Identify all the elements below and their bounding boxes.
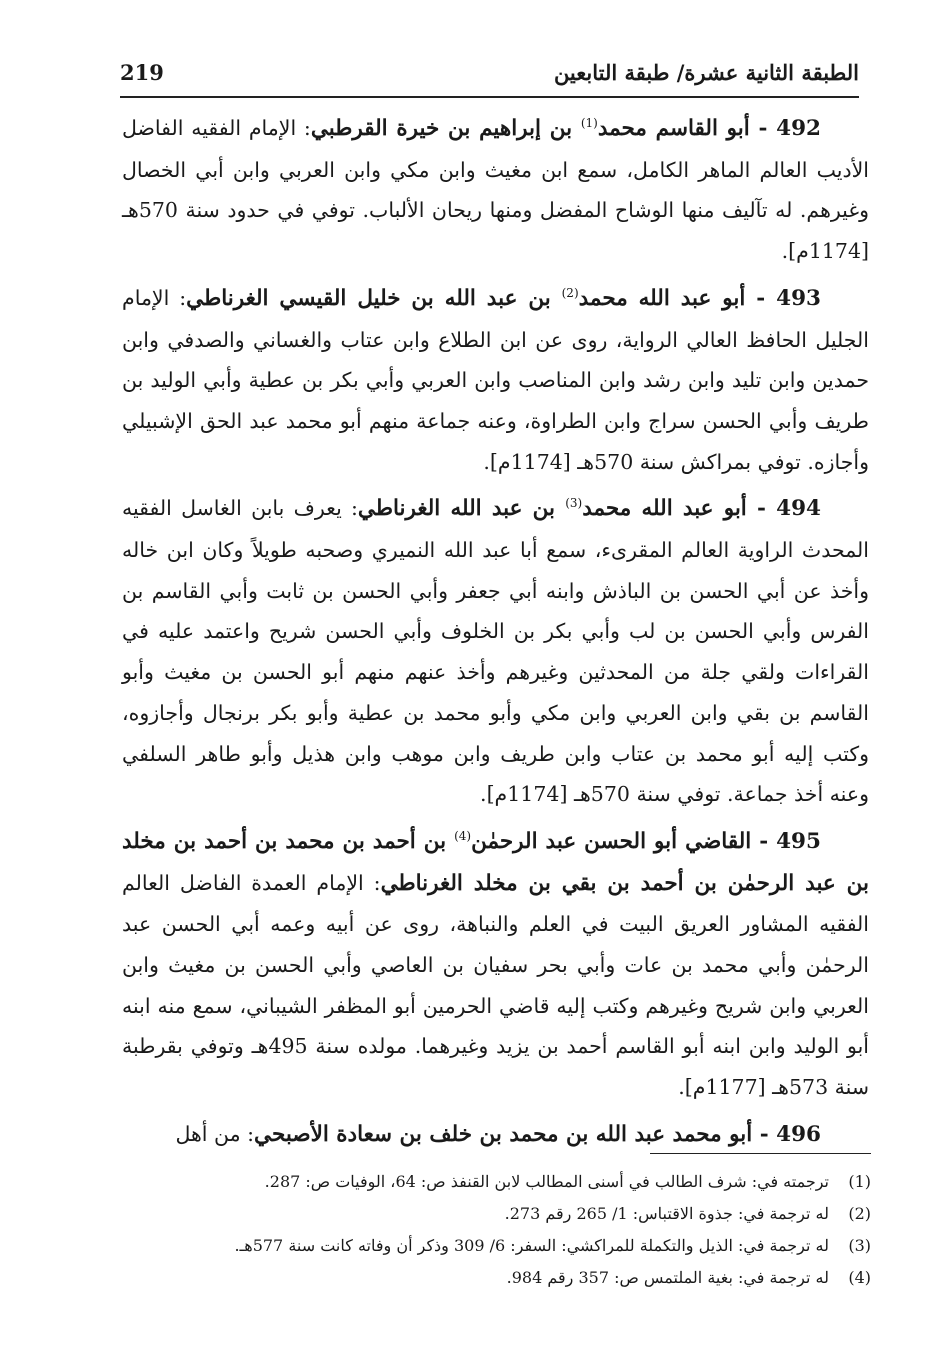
footnote-text: له ترجمة في: الذيل والتكملة للمراكشي: السفر: 6/ 309 وذكر أن وفاته كانت سنة 577هـ.	[234, 1236, 829, 1255]
running-title: الطبقة الثانية عشرة/ طبقة التابعين	[553, 60, 859, 85]
entry-heading-cont: بن أحمد بن محمد بن أحمد بن مخلد بن عبد الرحمٰن بن أحمد بن بقي بن مخلد الغرناطي	[122, 828, 870, 896]
entry-heading-cont: بن عبد الله بن خليل القيسي الغرناطي	[186, 285, 562, 311]
footnote-marker: (4)	[454, 829, 472, 844]
entry-heading: 495 - القاضي أبو الحسن عبد الرحمٰن	[471, 828, 821, 854]
entry-text: : الإمام الفقيه الفاضل الأديب العالم الماهر الكامل، سمع ابن مغيث وابن مكي وابن العربي وابن أبي الخصال وغيرهم. له تآليف منها الوشاح المفضل ومنها ريحان الألباب. توفي في حدود سنة 570هـ [1174م].	[122, 116, 869, 264]
entry-494	[122, 488, 869, 815]
footnote	[140, 1198, 871, 1230]
footnote	[140, 1262, 871, 1294]
footnote	[140, 1230, 871, 1262]
entry-text: : الإمام العمدة الفاضل العالم الفقيه المشاور العريق البيت في العلم والنباهة، روى عن أبيه وعمه أبي الحسن عبد الرحمٰن وأبي محمد بن عات وأبي بحر سفيان بن العاصي وأبي الحسن بن مغيث وابن العربي وابن شريح وغيرهم وكتب إليه قاضي الحرمين أبو المظفر الشيباني، سمع منه ابنه أبو الوليد وابن ابنه أبو القاسم أحمد بن يزيد وغيرهما. مولده سنة 495هـ وتوفي بقرطبة سنة 573هـ [1177م].	[122, 870, 870, 1100]
page-header	[120, 56, 859, 98]
footnote	[140, 1166, 871, 1198]
footnote-text: ترجمته في: شرف الطالب في أسنى المطالب لابن القنفذ ص: 64، الوفيات ص: 287.	[264, 1172, 829, 1191]
entry-492	[122, 108, 869, 272]
footnote-number: (3)	[848, 1236, 871, 1255]
entry-heading: 492 - أبو القاسم محمد	[597, 116, 821, 141]
entry-heading: 494 - أبو عبد الله محمد	[582, 496, 822, 522]
entry-text: : من أهل	[175, 1121, 255, 1146]
footnote-number: (1)	[848, 1172, 871, 1191]
entry-heading-cont: بن إبراهيم بن خيرة القرطبي	[310, 116, 581, 141]
footnote-divider	[650, 1153, 871, 1154]
entry-heading: 496 - أبو محمد عبد الله بن محمد بن خلف بن سعادة الأصبحي	[254, 1121, 821, 1147]
entry-heading: 493 - أبو عبد الله محمد	[578, 285, 822, 311]
entry-493	[122, 278, 869, 483]
entry-text: : الإمام الجليل الحافظ العالي الرواية، روى عن ابن الطلاع وابن عتاب والغساني والصدفي وابن حمدين وابن تليد وابن رشد وابن المناصب وابن العربي وأبي بكر بن عطية وأبي الوليد بن طريف وأبي الحسن سراج وابن الطراوة، وعنه جماعة منهم أبو محمد عبد الحق الإشبيلي وأجازه. توفي بمراكش سنة 570هـ [1174م].	[122, 285, 869, 474]
footnote-marker: (2)	[561, 285, 579, 300]
footnotes	[140, 1166, 871, 1294]
page-number: 219	[120, 60, 164, 85]
footnote-text: له ترجمة في: بغية الملتمس ص: 357 رقم 984.	[506, 1268, 829, 1287]
entry-496	[122, 1114, 869, 1156]
entry-495	[122, 821, 869, 1108]
entry-heading-cont: بن عبد الله الغرناطي	[357, 496, 566, 522]
footnote-number: (2)	[848, 1204, 871, 1223]
footnote-marker: (1)	[580, 116, 598, 131]
footnote-marker: (3)	[565, 496, 583, 511]
footnote-number: (4)	[848, 1268, 871, 1287]
entry-text: : يعرف بابن الغاسل الفقيه المحدث الراوية العالم المقرىء، سمع أبا عبد الله النميري وصحبه طويلاً وكان ابن خاله وأخذ عن أبي الحسن بن الباذش وابنه أبي جعفر وأبي الحسن بن ثابت وأبي القاسم بن الفرس وأبي الحسن بن لب وأبي بكر بن الخلوف وأبي الحسن شريح واعتمد عليه في القراءات ولقي جلة من المحدثين وغيرهم وأخذ عنهم منهم أبو الحسن بن مغيث وأبو القاسم بن بقي وابن العربي وابن مكي وأبو محمد بن عطية وأبو بكر برنجال وأجازوه، وكتب إليه أبو محمد بن عتاب وابن طريف وابن موهب وابن هذيل وأبو طاهر السلفي وعنه أخذ جماعة. توفي سنة 570هـ [1174م].	[122, 496, 869, 807]
footnote-text: له ترجمة في: جذوة الاقتباس: 1/ 265 رقم 273.	[504, 1204, 829, 1223]
main-text	[122, 108, 869, 1162]
